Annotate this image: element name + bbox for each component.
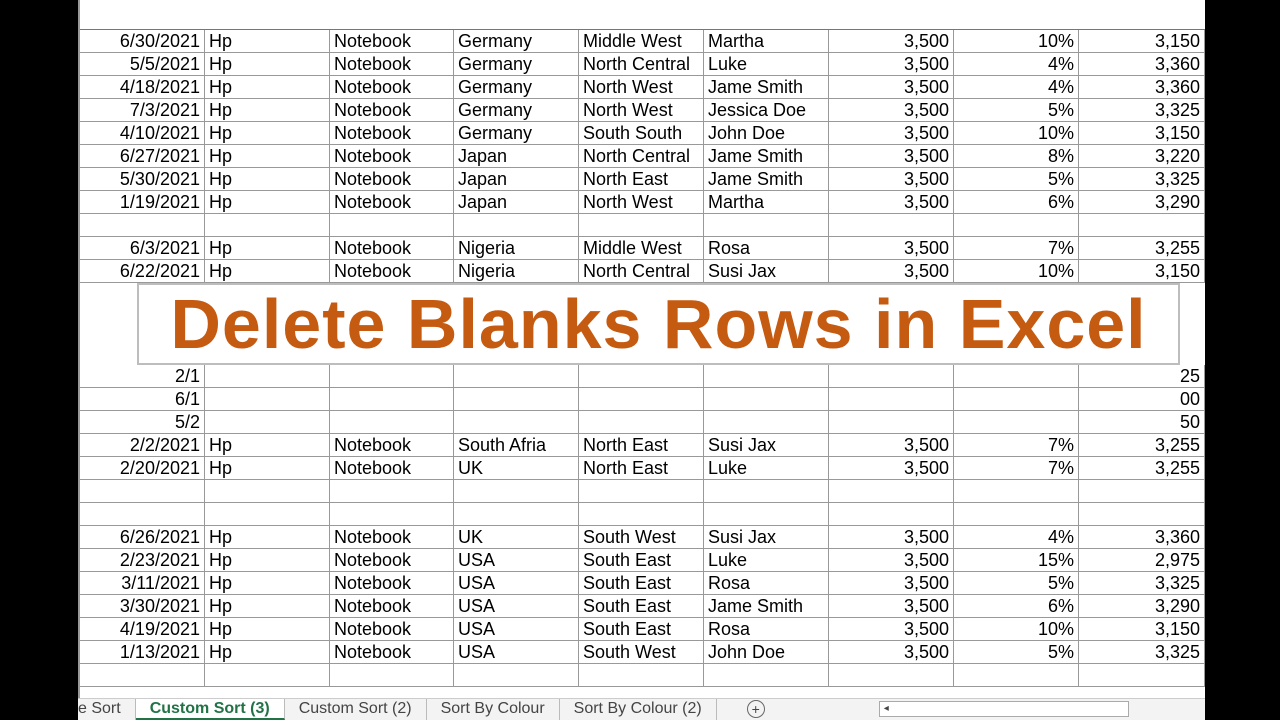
cell-brand[interactable]: Hp xyxy=(205,526,330,548)
cell-date[interactable]: 4/18/2021 xyxy=(80,76,205,98)
cell-discount[interactable]: 5% xyxy=(954,99,1079,121)
cell-discount[interactable]: 5% xyxy=(954,572,1079,594)
cell-total[interactable]: 3,255 xyxy=(1079,434,1205,456)
table-row[interactable] xyxy=(80,434,1205,457)
sheet-tab-sort[interactable]: e Sort xyxy=(78,699,136,720)
cell-discount[interactable]: 10% xyxy=(954,260,1079,282)
cell-product[interactable]: Notebook xyxy=(330,572,454,594)
cell-country[interactable] xyxy=(454,664,579,686)
cell-discount[interactable]: 4% xyxy=(954,53,1079,75)
cell-product[interactable]: Notebook xyxy=(330,30,454,52)
cell-date[interactable] xyxy=(80,480,205,502)
cell-price[interactable]: 3,500 xyxy=(829,618,954,640)
cell-discount[interactable]: 8% xyxy=(954,145,1079,167)
cell-region[interactable]: North West xyxy=(579,76,704,98)
cell-salesperson[interactable] xyxy=(704,388,829,410)
cell-region[interactable] xyxy=(579,214,704,236)
cell-salesperson[interactable]: John Doe xyxy=(704,122,829,144)
cell-date[interactable]: 5/30/2021 xyxy=(80,168,205,190)
cell-salesperson[interactable]: Martha xyxy=(704,191,829,213)
cell-brand[interactable]: Hp xyxy=(205,641,330,663)
cell-discount[interactable] xyxy=(954,214,1079,236)
cell-product[interactable]: Notebook xyxy=(330,99,454,121)
cell-discount[interactable] xyxy=(954,388,1079,410)
cell-region[interactable]: North East xyxy=(579,168,704,190)
cell-salesperson[interactable]: Jame Smith xyxy=(704,168,829,190)
cell-discount[interactable]: 5% xyxy=(954,641,1079,663)
cell-country[interactable]: USA xyxy=(454,618,579,640)
cell-salesperson[interactable]: John Doe xyxy=(704,641,829,663)
cell-brand[interactable] xyxy=(205,480,330,502)
blank-row[interactable] xyxy=(80,664,1205,687)
cell-date[interactable]: 7/3/2021 xyxy=(80,99,205,121)
cell-date[interactable]: 6/30/2021 xyxy=(80,30,205,52)
cell-country[interactable] xyxy=(454,503,579,525)
cell-country[interactable]: Germany xyxy=(454,122,579,144)
cell-total[interactable] xyxy=(1079,664,1205,686)
cell-date[interactable]: 1/19/2021 xyxy=(80,191,205,213)
cell-total[interactable]: 3,325 xyxy=(1079,641,1205,663)
cell-salesperson[interactable] xyxy=(704,480,829,502)
cell-total[interactable]: 3,255 xyxy=(1079,237,1205,259)
cell-price[interactable]: 3,500 xyxy=(829,76,954,98)
cell-country[interactable] xyxy=(454,411,579,433)
cell-discount[interactable]: 5% xyxy=(954,168,1079,190)
table-row[interactable] xyxy=(80,572,1205,595)
cell-total[interactable]: 3,325 xyxy=(1079,99,1205,121)
table-row[interactable] xyxy=(80,388,1205,411)
table-row[interactable] xyxy=(80,122,1205,145)
cell-salesperson[interactable] xyxy=(704,365,829,387)
horizontal-scrollbar[interactable]: ◂ xyxy=(879,701,1129,717)
cell-region[interactable]: Middle West xyxy=(579,30,704,52)
cell-salesperson[interactable]: Susi Jax xyxy=(704,260,829,282)
cell-region[interactable] xyxy=(579,365,704,387)
cell-price[interactable]: 3,500 xyxy=(829,168,954,190)
cell-brand[interactable]: Hp xyxy=(205,168,330,190)
cell-country[interactable]: UK xyxy=(454,457,579,479)
cell-date[interactable]: 6/1 xyxy=(80,388,205,410)
cell-region[interactable]: North East xyxy=(579,457,704,479)
cell-product[interactable]: Notebook xyxy=(330,145,454,167)
cell-brand[interactable]: Hp xyxy=(205,434,330,456)
cell-brand[interactable] xyxy=(205,388,330,410)
cell-price[interactable] xyxy=(829,411,954,433)
cell-total[interactable]: 25 xyxy=(1079,365,1205,387)
cell-brand[interactable]: Hp xyxy=(205,191,330,213)
table-row[interactable] xyxy=(80,595,1205,618)
cell-region[interactable] xyxy=(579,480,704,502)
title-overlay-banner xyxy=(137,283,1180,365)
title-overlay-text: Delete Blanks Rows in Excel xyxy=(170,285,1147,363)
table-row[interactable] xyxy=(80,457,1205,480)
table-row[interactable] xyxy=(80,76,1205,99)
cell-brand[interactable]: Hp xyxy=(205,457,330,479)
cell-region[interactable]: South East xyxy=(579,572,704,594)
cell-country[interactable]: UK xyxy=(454,526,579,548)
cell-country[interactable]: USA xyxy=(454,572,579,594)
cell-total[interactable]: 3,150 xyxy=(1079,260,1205,282)
cell-total[interactable]: 3,150 xyxy=(1079,30,1205,52)
cell-country[interactable]: Japan xyxy=(454,191,579,213)
cell-region[interactable]: North West xyxy=(579,99,704,121)
cell-discount[interactable] xyxy=(954,365,1079,387)
cell-price[interactable]: 3,500 xyxy=(829,457,954,479)
cell-date[interactable]: 1/13/2021 xyxy=(80,641,205,663)
cell-salesperson[interactable] xyxy=(704,664,829,686)
cell-discount[interactable]: 10% xyxy=(954,122,1079,144)
cell-total[interactable]: 3,325 xyxy=(1079,572,1205,594)
cell-country[interactable]: Germany xyxy=(454,53,579,75)
table-row[interactable] xyxy=(80,526,1205,549)
sheet-tab-bar xyxy=(78,698,1205,720)
cell-salesperson[interactable]: Rosa xyxy=(704,237,829,259)
cell-brand[interactable] xyxy=(205,664,330,686)
cell-product[interactable]: Notebook xyxy=(330,237,454,259)
cell-salesperson[interactable]: Susi Jax xyxy=(704,526,829,548)
cell-product[interactable]: Notebook xyxy=(330,595,454,617)
table-row[interactable] xyxy=(80,365,1205,388)
cell-discount[interactable]: 7% xyxy=(954,434,1079,456)
cell-price[interactable]: 3,500 xyxy=(829,145,954,167)
cell-brand[interactable]: Hp xyxy=(205,260,330,282)
cell-discount[interactable]: 6% xyxy=(954,595,1079,617)
cell-salesperson[interactable]: Rosa xyxy=(704,618,829,640)
table-row[interactable] xyxy=(80,168,1205,191)
cell-date[interactable] xyxy=(80,503,205,525)
cell-salesperson[interactable]: Jessica Doe xyxy=(704,99,829,121)
cell-region[interactable]: South West xyxy=(579,641,704,663)
cell-salesperson[interactable]: Luke xyxy=(704,457,829,479)
cell-discount[interactable] xyxy=(954,664,1079,686)
cell-region[interactable] xyxy=(579,664,704,686)
cell-salesperson[interactable]: Jame Smith xyxy=(704,595,829,617)
cell-region[interactable]: Middle West xyxy=(579,237,704,259)
cell-region[interactable]: South East xyxy=(579,549,704,571)
cell-discount[interactable]: 6% xyxy=(954,191,1079,213)
cell-discount[interactable]: 10% xyxy=(954,30,1079,52)
cell-discount[interactable]: 7% xyxy=(954,457,1079,479)
cell-product[interactable]: Notebook xyxy=(330,434,454,456)
cell-total[interactable] xyxy=(1079,503,1205,525)
cell-region[interactable]: North Central xyxy=(579,53,704,75)
blank-row[interactable] xyxy=(80,214,1205,237)
table-row[interactable] xyxy=(80,411,1205,434)
cell-brand[interactable]: Hp xyxy=(205,30,330,52)
cell-product[interactable] xyxy=(330,664,454,686)
cell-country[interactable] xyxy=(454,365,579,387)
cell-brand[interactable] xyxy=(205,214,330,236)
cell-brand[interactable]: Hp xyxy=(205,618,330,640)
cell-region[interactable]: South West xyxy=(579,526,704,548)
cell-date[interactable]: 2/2/2021 xyxy=(80,434,205,456)
sheet-tab-sort-by-colour[interactable]: Sort By Colour xyxy=(427,699,560,720)
table-row[interactable] xyxy=(80,145,1205,168)
blank-header-row[interactable] xyxy=(80,0,1205,30)
cell-price[interactable]: 3,500 xyxy=(829,99,954,121)
cell-price[interactable] xyxy=(829,365,954,387)
cell-brand[interactable]: Hp xyxy=(205,572,330,594)
cell-date[interactable] xyxy=(80,214,205,236)
cell-product[interactable] xyxy=(330,503,454,525)
cell-country[interactable]: Germany xyxy=(454,76,579,98)
cell-price[interactable]: 3,500 xyxy=(829,526,954,548)
cell-price[interactable] xyxy=(829,480,954,502)
cell-price[interactable] xyxy=(829,664,954,686)
cell-country[interactable]: Japan xyxy=(454,168,579,190)
cell-country[interactable]: USA xyxy=(454,595,579,617)
cell-brand[interactable] xyxy=(205,365,330,387)
cell-discount[interactable]: 4% xyxy=(954,76,1079,98)
cell-product[interactable]: Notebook xyxy=(330,53,454,75)
cell-discount[interactable] xyxy=(954,480,1079,502)
cell-date[interactable]: 6/26/2021 xyxy=(80,526,205,548)
cell-discount[interactable]: 15% xyxy=(954,549,1079,571)
cell-product[interactable]: Notebook xyxy=(330,526,454,548)
cell-date[interactable]: 6/22/2021 xyxy=(80,260,205,282)
cell-date[interactable]: 6/3/2021 xyxy=(80,237,205,259)
cell-total[interactable]: 3,325 xyxy=(1079,168,1205,190)
cell-region[interactable]: North Central xyxy=(579,260,704,282)
cell-total[interactable] xyxy=(1079,480,1205,502)
cell-product[interactable]: Notebook xyxy=(330,168,454,190)
cell-country[interactable]: USA xyxy=(454,641,579,663)
cell-salesperson[interactable]: Luke xyxy=(704,53,829,75)
cell-brand[interactable] xyxy=(205,411,330,433)
cell-total[interactable] xyxy=(1079,214,1205,236)
table-row[interactable] xyxy=(80,641,1205,664)
cell-country[interactable] xyxy=(454,480,579,502)
cell-product[interactable] xyxy=(330,365,454,387)
cell-brand[interactable]: Hp xyxy=(205,595,330,617)
cell-date[interactable]: 3/11/2021 xyxy=(80,572,205,594)
cell-brand[interactable]: Hp xyxy=(205,237,330,259)
cell-date[interactable]: 2/20/2021 xyxy=(80,457,205,479)
cell-country[interactable]: South Afria xyxy=(454,434,579,456)
cell-price[interactable]: 3,500 xyxy=(829,237,954,259)
cell-region[interactable] xyxy=(579,503,704,525)
table-row[interactable] xyxy=(80,99,1205,122)
cell-product[interactable]: Notebook xyxy=(330,641,454,663)
cell-salesperson[interactable]: Martha xyxy=(704,30,829,52)
cell-price[interactable] xyxy=(829,214,954,236)
cell-price[interactable] xyxy=(829,388,954,410)
sheet-tab-sort-by-colour-2[interactable]: Sort By Colour (2) xyxy=(560,699,717,720)
cell-date[interactable]: 3/30/2021 xyxy=(80,595,205,617)
cell-total[interactable]: 3,150 xyxy=(1079,122,1205,144)
cell-total[interactable]: 3,290 xyxy=(1079,595,1205,617)
table-row[interactable] xyxy=(80,53,1205,76)
cell-date[interactable]: 5/5/2021 xyxy=(80,53,205,75)
cell-price[interactable] xyxy=(829,503,954,525)
cell-country[interactable]: Japan xyxy=(454,145,579,167)
cell-total[interactable]: 3,220 xyxy=(1079,145,1205,167)
cell-total[interactable]: 00 xyxy=(1079,388,1205,410)
cell-discount[interactable]: 10% xyxy=(954,618,1079,640)
cell-country[interactable]: Nigeria xyxy=(454,260,579,282)
cell-salesperson[interactable] xyxy=(704,503,829,525)
data-rows xyxy=(80,30,1205,687)
table-row[interactable] xyxy=(80,237,1205,260)
cell-product[interactable] xyxy=(330,388,454,410)
cell-brand[interactable]: Hp xyxy=(205,53,330,75)
cell-discount[interactable] xyxy=(954,503,1079,525)
cell-region[interactable]: North East xyxy=(579,434,704,456)
table-row[interactable] xyxy=(80,549,1205,572)
sheet-tab-custom-sort-2[interactable]: Custom Sort (2) xyxy=(285,699,427,720)
cell-price[interactable]: 3,500 xyxy=(829,191,954,213)
cell-price[interactable]: 3,500 xyxy=(829,30,954,52)
cell-brand[interactable]: Hp xyxy=(205,145,330,167)
cell-region[interactable] xyxy=(579,388,704,410)
cell-price[interactable]: 3,500 xyxy=(829,549,954,571)
blank-row[interactable] xyxy=(80,503,1205,526)
cell-brand[interactable]: Hp xyxy=(205,76,330,98)
cell-salesperson[interactable]: Rosa xyxy=(704,572,829,594)
cell-product[interactable] xyxy=(330,480,454,502)
cell-product[interactable]: Notebook xyxy=(330,618,454,640)
table-row[interactable] xyxy=(80,618,1205,641)
cell-product[interactable]: Notebook xyxy=(330,122,454,144)
cell-region[interactable] xyxy=(579,411,704,433)
cell-total[interactable]: 3,150 xyxy=(1079,618,1205,640)
cell-country[interactable] xyxy=(454,214,579,236)
cell-total[interactable]: 3,360 xyxy=(1079,526,1205,548)
cell-product[interactable]: Notebook xyxy=(330,457,454,479)
cell-product[interactable]: Notebook xyxy=(330,191,454,213)
cell-total[interactable]: 3,360 xyxy=(1079,53,1205,75)
cell-country[interactable]: Germany xyxy=(454,30,579,52)
cell-price[interactable]: 3,500 xyxy=(829,434,954,456)
cell-product[interactable] xyxy=(330,214,454,236)
cell-date[interactable]: 6/27/2021 xyxy=(80,145,205,167)
cell-brand[interactable]: Hp xyxy=(205,122,330,144)
cell-brand[interactable]: Hp xyxy=(205,99,330,121)
cell-brand[interactable]: Hp xyxy=(205,549,330,571)
cell-region[interactable]: South East xyxy=(579,618,704,640)
cell-country[interactable]: Germany xyxy=(454,99,579,121)
cell-salesperson[interactable]: Jame Smith xyxy=(704,76,829,98)
cell-product[interactable]: Notebook xyxy=(330,76,454,98)
cell-salesperson[interactable]: Luke xyxy=(704,549,829,571)
cell-salesperson[interactable] xyxy=(704,214,829,236)
cell-product[interactable]: Notebook xyxy=(330,549,454,571)
cell-discount[interactable]: 4% xyxy=(954,526,1079,548)
cell-brand[interactable] xyxy=(205,503,330,525)
cell-total[interactable]: 3,360 xyxy=(1079,76,1205,98)
cell-date[interactable] xyxy=(80,664,205,686)
cell-date[interactable]: 4/10/2021 xyxy=(80,122,205,144)
cell-price[interactable]: 3,500 xyxy=(829,595,954,617)
cell-discount[interactable]: 7% xyxy=(954,237,1079,259)
cell-region[interactable]: North Central xyxy=(579,145,704,167)
blank-row[interactable] xyxy=(80,480,1205,503)
cell-salesperson[interactable]: Susi Jax xyxy=(704,434,829,456)
cell-total[interactable]: 3,255 xyxy=(1079,457,1205,479)
cell-date[interactable]: 2/23/2021 xyxy=(80,549,205,571)
cell-total[interactable]: 50 xyxy=(1079,411,1205,433)
cell-date[interactable]: 5/2 xyxy=(80,411,205,433)
table-row[interactable] xyxy=(80,30,1205,53)
cell-total[interactable]: 2,975 xyxy=(1079,549,1205,571)
cell-salesperson[interactable] xyxy=(704,411,829,433)
cell-product[interactable]: Notebook xyxy=(330,260,454,282)
sheet-tab-custom-sort-3[interactable]: Custom Sort (3) xyxy=(136,699,285,720)
table-row[interactable] xyxy=(80,191,1205,214)
cell-total[interactable]: 3,290 xyxy=(1079,191,1205,213)
cell-price[interactable]: 3,500 xyxy=(829,122,954,144)
add-sheet-icon[interactable]: + xyxy=(747,700,765,718)
cell-country[interactable]: Nigeria xyxy=(454,237,579,259)
cell-discount[interactable] xyxy=(954,411,1079,433)
table-row[interactable] xyxy=(80,260,1205,283)
cell-region[interactable]: South South xyxy=(579,122,704,144)
cell-date[interactable]: 2/1 xyxy=(80,365,205,387)
cell-country[interactable]: USA xyxy=(454,549,579,571)
spreadsheet-grid[interactable] xyxy=(78,0,1205,720)
cell-date[interactable]: 4/19/2021 xyxy=(80,618,205,640)
cell-region[interactable]: North West xyxy=(579,191,704,213)
cell-price[interactable]: 3,500 xyxy=(829,260,954,282)
cell-product[interactable] xyxy=(330,411,454,433)
cell-price[interactable]: 3,500 xyxy=(829,53,954,75)
cell-salesperson[interactable]: Jame Smith xyxy=(704,145,829,167)
cell-region[interactable]: South East xyxy=(579,595,704,617)
cell-price[interactable]: 3,500 xyxy=(829,572,954,594)
cell-price[interactable]: 3,500 xyxy=(829,641,954,663)
cell-country[interactable] xyxy=(454,388,579,410)
